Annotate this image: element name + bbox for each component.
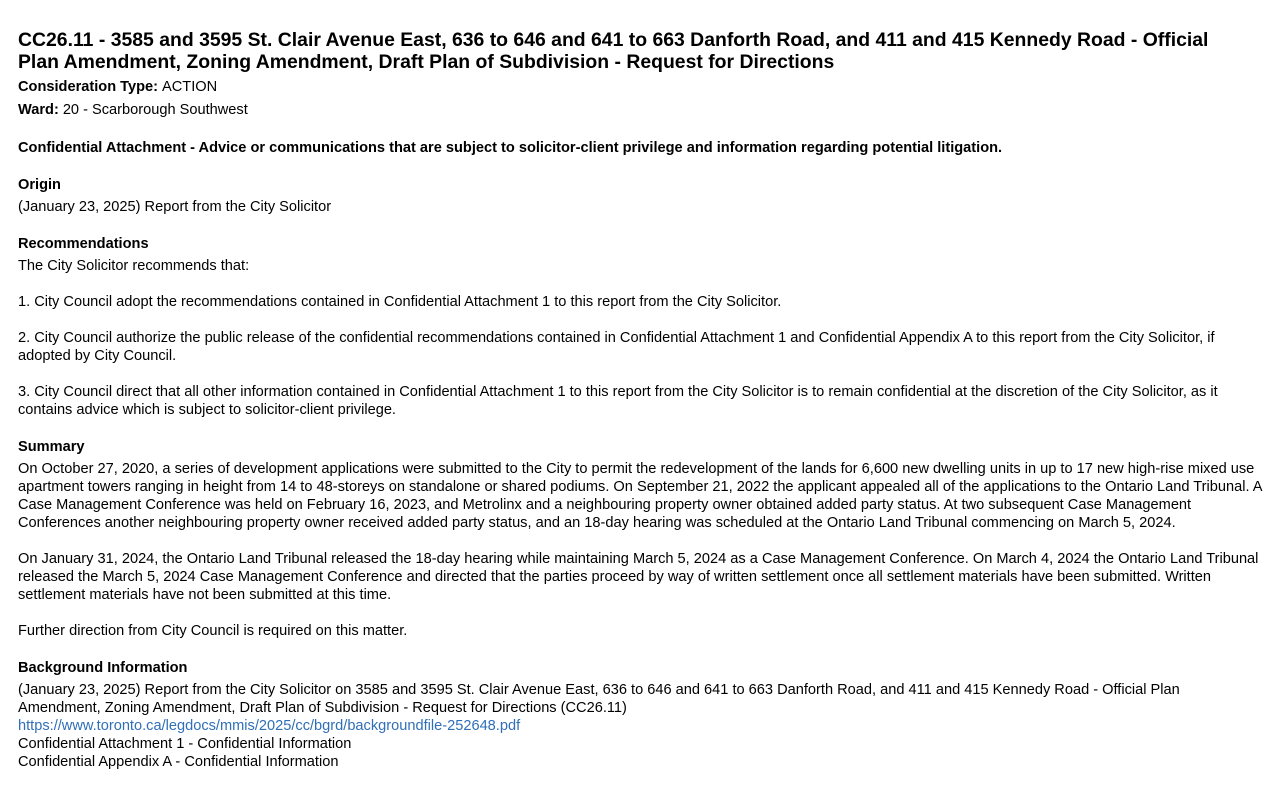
origin-heading: Origin — [18, 177, 61, 193]
consideration-type-value: ACTION — [162, 79, 218, 95]
confidential-appendix-a: Confidential Appendix A - Confidential Information — [18, 754, 339, 770]
origin-text: (January 23, 2025) Report from the City Solicitor — [18, 199, 332, 215]
summary-paragraph: Further direction from City Council is required on this matter. — [18, 623, 408, 639]
background-heading: Background Information — [18, 660, 188, 676]
recommendations-intro: The City Solicitor recommends that: — [18, 258, 250, 274]
ward-value: 20 - Scarborough Southwest — [62, 102, 248, 118]
background-report-text: (January 23, 2025) Report from the City Solicitor on 3585 and 3595 St. Clair Avenue East, 636 to 646 and 641 to 663 Danforth Road, and 411 and 415 Kennedy Road - Official Plan Amendment, Zoning Amendment, Draft Plan of Subdivision - Request for Directions (CC26.11) — [18, 682, 1180, 716]
summary-heading: Summary — [18, 439, 85, 455]
ward-row — [18, 99, 1262, 122]
background-link-row — [18, 717, 1262, 735]
confidential-notice: Confidential Attachment - Advice or communications that are subject to solicitor-client privilege and information regarding potential litigation. — [18, 140, 1003, 156]
summary-paragraph: On October 27, 2020, a series of development applications were submitted to the City to permit the redevelopment of the lands for 6,600 new dwelling units in up to 17 new high-rise mixed use apartment towers ranging in height from 14 to 48-storeys on standalone or shared podiums. On September 21, 2022 the applicant appealed all of the applications to the Ontario Land Tribunal. A Case Management Conference was held on February 16, 2023, and Metrolinx and a neighbouring property owner obtained added party status. At two subsequent Case Management Conferences another neighbouring property owner received added party status, and an 18-day hearing was scheduled at the Ontario Land Tribunal commencing on March 5, 2024. — [18, 461, 1262, 531]
consideration-type-row — [18, 76, 1262, 99]
recommendations-heading: Recommendations — [18, 236, 149, 252]
recommendation-item: 2. City Council authorize the public release of the confidential recommendations contained in Confidential Attachment 1 and Confidential Appendix A to this report from the City Solicitor, if adopted by City Council. — [18, 330, 1215, 364]
recommendations-section — [18, 235, 1262, 419]
recommendation-item: 3. City Council direct that all other information contained in Confidential Attachment 1 to this report from the City Solicitor is to remain confidential at the discretion of the City Solicitor, as it contains advice which is subject to solicitor-client privilege. — [18, 384, 1218, 418]
background-section — [18, 659, 1262, 771]
summary-section — [18, 438, 1262, 640]
origin-section — [18, 176, 1262, 216]
confidential-attachment-1: Confidential Attachment 1 - Confidential Information — [18, 736, 352, 752]
recommendation-item: 1. City Council adopt the recommendations contained in Confidential Attachment 1 to this report from the City Solicitor. — [18, 294, 782, 310]
ward-label: Ward: — [18, 102, 59, 118]
background-file-link[interactable]: https://www.toronto.ca/legdocs/mmis/2025/cc/bgrd/backgroundfile-252648.pdf — [18, 718, 521, 734]
item-title: CC26.11 - 3585 and 3595 St. Clair Avenue East, 636 to 646 and 641 to 663 Danforth Road, and 411 and 415 Kennedy Road - Official Plan Amendment, Zoning Amendment, Draft Plan of Subdivision - Request for Directions — [18, 29, 1209, 73]
consideration-type-label: Consideration Type: — [18, 79, 159, 95]
summary-paragraph: On January 31, 2024, the Ontario Land Tribunal released the 18-day hearing while maintaining March 5, 2024 as a Case Management Conference. On March 4, 2024 the Ontario Land Tribunal released the March 5, 2024 Case Management Conference and directed that the parties proceed by way of written settlement once all settlement materials have been submitted. Written settlement materials have not been submitted at this time. — [18, 551, 1259, 603]
